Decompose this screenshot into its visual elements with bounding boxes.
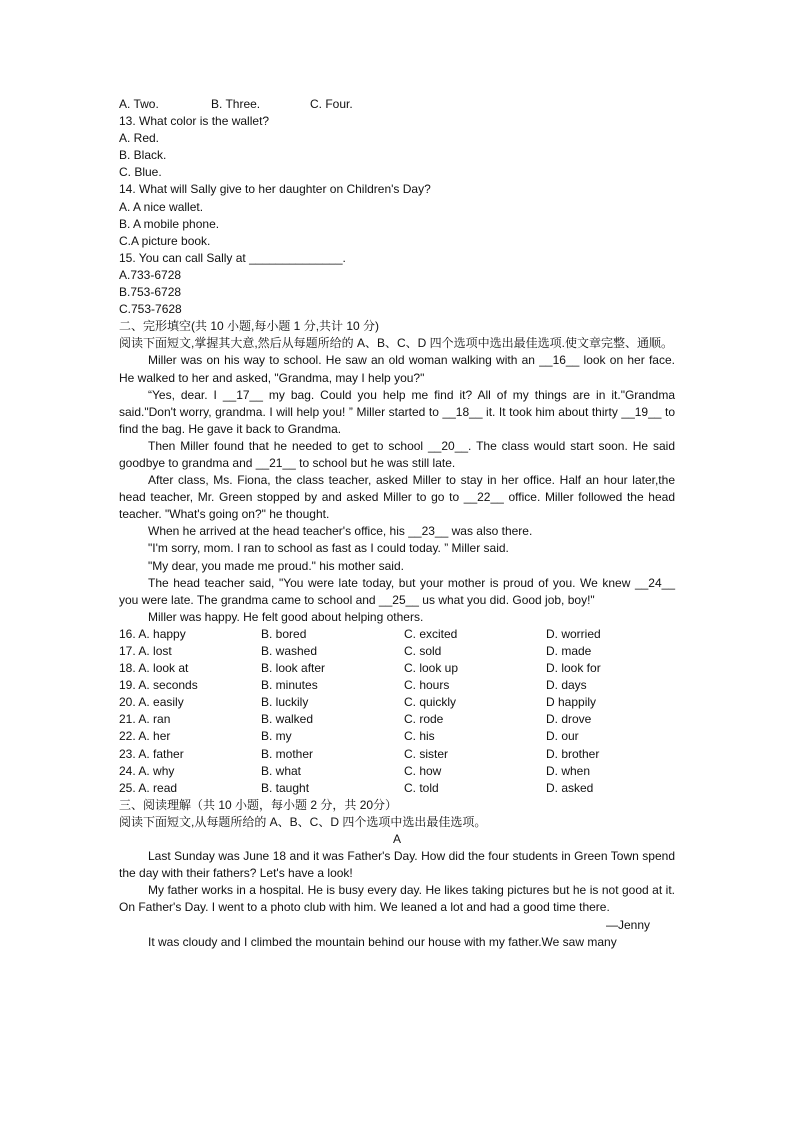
option-text: 16. A. happy — [119, 626, 186, 641]
passage-paragraph: After class, Ms. Fiona, the class teacher, asked Miller to stay in her office. Half an hour later,the head teacher, Mr. Green stopped by and asked Miller to go to __22__ office. Miller followed the head teacher. "What's going on?" he thought. — [119, 473, 675, 522]
option-row — [119, 694, 675, 711]
option-text: C. excited — [404, 626, 458, 641]
option-text: 20. A. easily — [119, 695, 184, 710]
option-text: D. worried — [546, 626, 601, 641]
option-text: 25. A. read — [119, 780, 178, 795]
option-text: A. A nice wallet. — [119, 199, 204, 214]
option-text: C. sold — [404, 644, 442, 658]
option-text: C.A picture book. — [119, 233, 211, 248]
option-text: C.753-7628 — [119, 302, 182, 317]
passage-paragraph: The head teacher said, "You were late today, but your mother is proud of you. We knew __24__ you were late. The grandma came to school and __25__ us what you did. Good job, boy!" — [119, 575, 675, 607]
option-text: B. what — [261, 763, 302, 778]
option-text: B. bored — [261, 626, 307, 641]
passage-paragraph: Then Miller found that he needed to get to school __20__. The class would start soon. He said goodbye to grandma and __21__ to school but he was still late. — [119, 438, 675, 470]
option-text: C. rode — [404, 712, 444, 727]
option-text: 22. A. her — [119, 729, 171, 744]
q12-options — [119, 96, 675, 113]
option-text: D. days — [546, 678, 587, 693]
passage-paragraph: Miller was happy. He felt good about helping others. — [148, 609, 424, 624]
question-text: 15. You can call Sally at ______________. — [119, 250, 346, 265]
option-text: A. Red. — [119, 131, 160, 146]
option-text: C. Four. — [310, 97, 353, 111]
author-signature: —Jenny — [605, 917, 650, 932]
option-text: 24. A. why — [119, 763, 175, 778]
option-text: D. when — [546, 763, 591, 778]
passage-paragraph: “Yes, dear. I __17__ my bag. Could you help me find it? All of my things are in it."Grandma said."Don't worry, grandma. I will help you! ” Miller started to __18__ it. It took him about thirty __19__ to find the bag. He gave it back to Grandma. — [119, 387, 675, 436]
option-text: B. Black. — [119, 148, 167, 163]
option-text: D. made — [546, 644, 592, 658]
section-heading: 三、阅读理解（共 10 小题，每小题 2 分，共 20分） — [119, 797, 398, 812]
option-text: C. how — [404, 763, 442, 778]
section-heading: 二、完形填空(共 10 小题,每小题 1 分,共计 10 分) — [119, 319, 380, 334]
option-text: B. walked — [261, 712, 314, 727]
option-text: C. Blue. — [119, 165, 162, 180]
option-text: C. look up — [404, 661, 459, 676]
option-text: D. brother — [546, 746, 600, 761]
question-text: 13. What color is the wallet? — [119, 114, 270, 129]
question-text: 14. What will Sally give to her daughter on Children's Day? — [119, 182, 431, 197]
part-label: A — [392, 832, 401, 847]
option-text: 21. A. ran — [119, 712, 171, 727]
option-text: 23. A. father — [119, 746, 184, 761]
option-text: B. taught — [261, 780, 310, 795]
option-text: 17. A. lost — [119, 644, 172, 658]
question-15 — [119, 250, 675, 318]
reading-paragraph: It was cloudy and I climbed the mountain behind our house with my father.We saw many — [148, 934, 617, 949]
option-text: A. Two. — [119, 97, 159, 111]
option-text: 19. A. seconds — [119, 678, 198, 693]
option-text: D happily — [546, 695, 597, 710]
document-page — [119, 96, 675, 951]
question-13 — [119, 113, 675, 181]
option-text: B. my — [261, 729, 292, 744]
option-row — [119, 728, 675, 745]
cloze-passage — [119, 352, 675, 626]
option-text: D. look for — [546, 661, 601, 676]
option-text: D. asked — [546, 780, 594, 795]
option-text: C. sister — [404, 746, 449, 761]
option-text: 18. A. look at — [119, 661, 189, 676]
option-text: B. Three. — [211, 97, 261, 111]
reading-paragraph: My father works in a hospital. He is busy every day. He likes taking pictures but he is not good at it. On Father's Day. I went to a photo club with him. We leaned a lot and had a good time there. — [119, 883, 675, 915]
cloze-options — [119, 626, 675, 797]
option-text: C. told — [404, 780, 439, 795]
option-text: B. luckily — [261, 695, 309, 710]
option-text: B.753-6728 — [119, 285, 182, 300]
passage-paragraph: Miller was on his way to school. He saw an old woman walking with an __16__ look on her face. He walked to her and asked, "Grandma, may I help you?" — [119, 353, 675, 385]
option-row — [119, 763, 675, 780]
option-text: D. drove — [546, 712, 592, 727]
option-row — [119, 677, 675, 694]
option-text: D. our — [546, 729, 579, 744]
option-text: A.733-6728 — [119, 267, 182, 282]
passage-paragraph: "My dear, you made me proud." his mother said. — [148, 558, 404, 573]
option-text: B. mother — [261, 746, 314, 761]
section-instruction: 阅读下面短文,从每题所给的 A、B、C、D 四个选项中选出最佳选项。 — [119, 814, 487, 829]
option-row — [119, 711, 675, 728]
option-row — [119, 660, 675, 677]
question-14 — [119, 181, 675, 249]
option-text: B. washed — [261, 644, 318, 658]
option-text: B. minutes — [261, 678, 318, 693]
option-row — [119, 780, 675, 797]
passage-paragraph: When he arrived at the head teacher's office, his __23__ was also there. — [148, 524, 533, 539]
option-text: C. his — [404, 729, 435, 744]
option-row — [119, 626, 675, 643]
passage-paragraph: "I'm sorry, mom. I ran to school as fast as I could today. ” Miller said. — [148, 541, 509, 556]
section-instruction: 阅读下面短文,掌握其大意,然后从每题所给的 A、B、C、D 四个选项中选出最佳选项.使文章完整、通顺。 — [119, 336, 674, 351]
option-text: C. hours — [404, 678, 450, 693]
option-row — [119, 746, 675, 763]
option-row — [119, 643, 675, 660]
option-text: B. A mobile phone. — [119, 216, 220, 231]
reading-intro: Last Sunday was June 18 and it was Father's Day. How did the four students in Green Town spend the day with their fathers? Let's have a look! — [119, 849, 675, 881]
option-text: C. quickly — [404, 695, 457, 710]
option-text: B. look after — [261, 661, 326, 676]
